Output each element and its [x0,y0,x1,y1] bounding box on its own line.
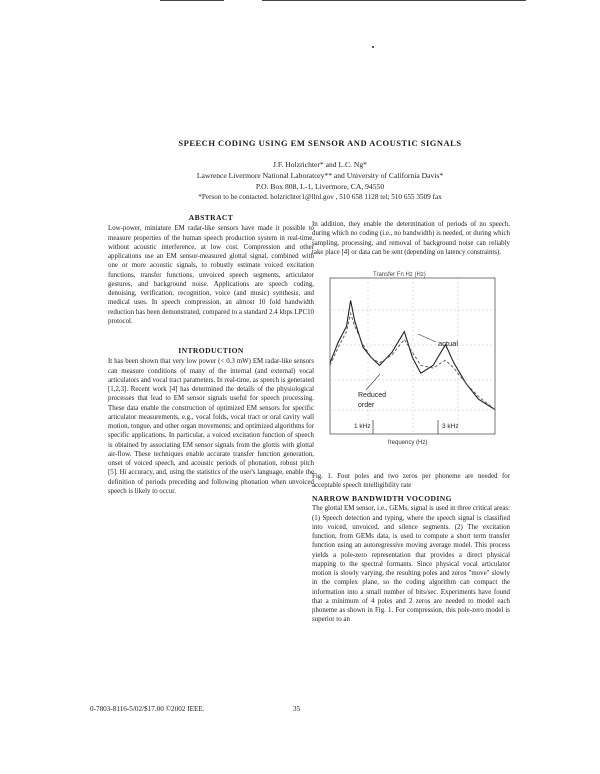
f1-label: 1 kHz [354,423,371,430]
reduced-label-line2: order [358,402,375,409]
series-actual-line [330,300,495,409]
f2-label: 3 kHz [442,423,459,430]
right-intro-paragraph [312,220,510,257]
actual-label: actual [438,339,459,348]
introduction-heading: INTRODUCTION [178,346,244,355]
series-reduced-line [330,313,495,409]
vocoding-section [312,494,510,625]
abstract-heading: ABSTRACT [188,213,234,222]
page-number: 35 [293,705,301,713]
paper-title: SPEECH CODING USING EM SENSOR AND ACOUSTIC SIGNALS [178,138,462,148]
affiliation: Lawrence Livermore National Laboratory** and University of California Davis* [196,171,444,180]
top-rule-left [160,0,224,1]
figure-caption: Fig. 1. Four poles and two zeros per phoneme are needed for acceptable speech intelligibility rate [312,473,510,489]
left-column [108,213,314,496]
speck [372,46,374,48]
top-rule-right [262,0,526,1]
contact-line: *Person to be contacted. holzrichter1@llnl.gov , 510 658 1128 tel; 510 655 3509 fax [198,193,442,201]
x-axis-label: frequency (Hz) [388,440,428,446]
actual-arrow [418,334,436,342]
address: P.O. Box 808, L-1, Livermore, CA, 94550 [255,182,385,191]
figure-header-text: Transfer Fn Hz (Hz) [373,272,426,278]
transfer-function-figure [318,270,508,460]
authors: J.F. Holzrichter* and L.C. Ng* [273,160,367,169]
reduced-label-line1: Reduced [358,392,387,399]
vocoding-heading: NARROW BANDWIDTH VOCODING [312,494,452,503]
introduction-text: It has been shown that very low power (< 0.3 mW) EM radar-like sensors can measure conditions of many of the internal (and external) vocal articulators and vocal tract parameters. In real-time, as speech is generated [1,2,3]. Recent work [4] has determined the details of the physiological processes that lead to EM sensor signals useful for speech processing. These data enable the construction of optimized EM sensors for specific articulator measurements, e.g., vocal folds, vocal tract or oral cavity wall motion, tongue, and other organ movements; and optimized algorithms for specific applications. In particular, a voiced excitation function of speech is obtained by associating EM sensor signals from the glottis with glottal air-flow. These techniques enable accurate transfer function generation, onset of voiced speech, and acoustic periods of phonation, robust pitch [5]. Hi accuracy, and, using the statistics of the user's language, enable the definition of periods preceding and following phonation when unvoiced speech is likely to occur. [108,358,314,495]
right-intro-text: In addition, they enable the determination of periods of no speech, during which no coding (i.e., no bandwidth) is needed, or during which sampling, processing, and removal of background noise can reliably take place [4] or data can be sent (depending on latency constraints). [312,221,510,256]
vocoding-text: The glottal EM sensor, i.e., GEMs, signal is used in three critical areas: (1) Speech detection and typing, where the speech signal is classified into voiced, unvoiced, and silence segments. (2) The excitation function, from GEMs data, is used to compute a short term transfer function using an autoregressive moving average model. This process yields a pole-zero representation that provides a direct physical mapping to the spectral formants. Since physical vocal articulator motion is slowly varying, the resulting poles and zeros "move" slowly in the complex plane, so the coding algorithm can compact the information into a small number of bits/sec. Experiments have found that a minimum of 4 poles and 2 zeros are needed to model each phoneme as shown in Fig. 1. For compression, this pole-zero model is superior to an [312,505,510,624]
copyright-line: 0-7803-8116-5/02/$17.00 ©2002 IEEE. [90,705,205,713]
abstract-text: Low-power, miniature EM radar-like sensors have made it possible to measure properties of the human speech production system in real-time, without acoustic interference, at low cost. Compression and other applications use an EM sensor-measured glottal signal, combined with one or more acoustic signals, to robustly estimate voiced excitation functions, transfer functions, unvoiced speech segments, articulator gestures, and background noise. Applications are speech coding, denoising, verification, recognition, voice (and music) synthesis, and medical uses. In speech compression, an almost 10 fold bandwidth reduction has been demonstrated, compared to a standard 2.4 kbps LPC10 protocol. [108,225,314,325]
